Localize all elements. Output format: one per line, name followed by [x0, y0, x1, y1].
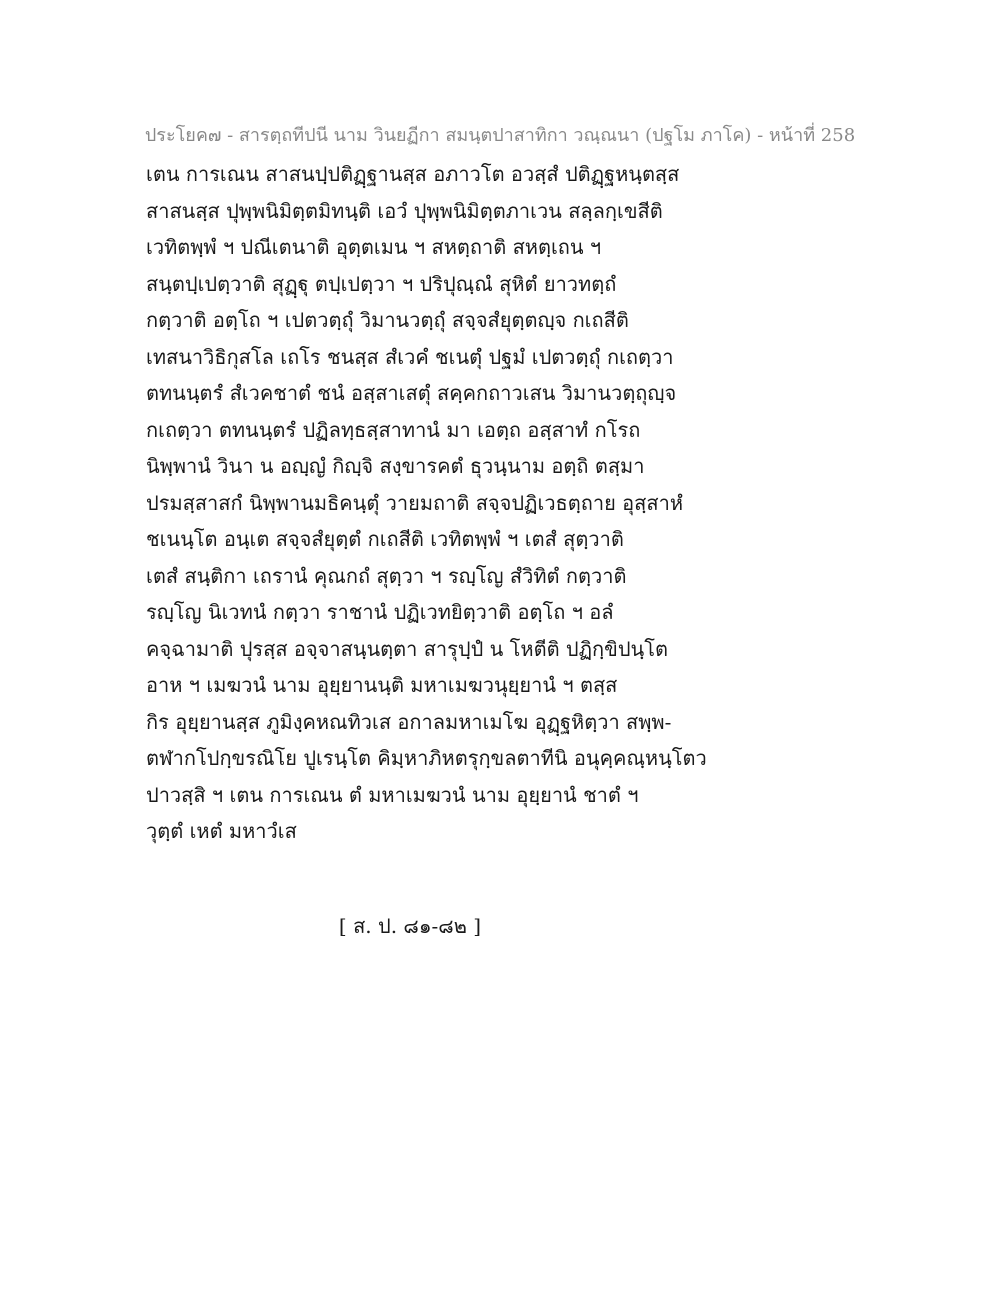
text-line: ตฬากโปกฺขรณิโย ปูเรนฺโต คิมฺหาภิหตรุกฺขลตาทีนิ อนุคฺคณฺหนฺโตว: [146, 746, 707, 770]
text-line: อาห ฯ เมฆวนํ นาม อุยฺยานนฺติ มหาเมฆวนุยฺยานํ ฯ ตสฺส: [146, 673, 618, 697]
citation: [ ส. ป. ๘๑-๘๒ ]: [338, 914, 482, 938]
text-line: รญฺโญ นิเวทนํ กตฺวา ราชานํ ปฏิเวทยิตฺวาติ อตฺโถ ฯ อลํ: [146, 600, 614, 624]
text-line: คจฺฉามาติ ปุรสฺส อจฺจาสนฺนตฺตา สารุปฺปํ น โหตีติ ปฏิกฺขิปนฺโต: [146, 636, 668, 661]
text-line: สนฺตปฺเปตฺวาติ สุฏฺฐุ ตปฺเปตฺวา ฯ ปริปุณฺณํ สุหิตํ ยาวทตฺถํ: [146, 271, 617, 296]
text-line: เตสํ สนฺติกา เถรานํ คุณกถํ สุตฺวา ฯ รญฺโญ สํวิทิตํ กตฺวาติ: [146, 563, 627, 588]
text-line: กิร อุยฺยานสฺส ภูมิงฺคหณทิวเส อกาลมหาเมโฆ อุฏฺฐหิตฺวา สพฺพ-: [146, 709, 672, 734]
text-line: วุตฺตํ เหตํ มหาวํเส: [146, 819, 297, 843]
text-line: ตทนนฺตรํ สํเวคชาตํ ชนํ อสฺสาเสตุํ สคฺคกถาวเสน วิมานวตฺถุญฺจ: [146, 381, 677, 405]
page-header: ประโยค๗ - สารตฺถทีปนี นาม วินยฏีกา สมนฺตปาสาทิกา วณฺณนา (ปฐโม ภาโค) - หน้าที่ 258: [144, 125, 856, 146]
text-line: นิพฺพานํ วินา น อญฺญํ กิญฺจิ สงฺขารคตํ ธุวนฺนาม อตฺถิ ตสฺมา: [146, 454, 645, 478]
text-line: เทสนาวิธิกุสโล เถโร ชนสฺส สํเวคํ ชเนตุํ ปฐมํ เปตวตฺถุํ กเถตฺวา: [146, 344, 674, 369]
text-line: เตน การเณน สาสนปฺปติฏฺฐานสฺส อภาวโต อวสฺสํ ปติฏฺฐหนฺตสฺส: [146, 162, 680, 186]
body-text: [146, 156, 866, 850]
text-line: เวทิตพฺพํ ฯ ปณีเตนาติ อุตฺตเมน ฯ สหตฺถาติ สหตฺเถน ฯ: [146, 235, 602, 259]
text-line: กตฺวาติ อตฺโถ ฯ เปตวตฺถุํ วิมานวตฺถุํ สจฺจสํยุตฺตญฺจ กเถสีติ: [146, 308, 629, 332]
text-line: สาสนสฺส ปุพฺพนิมิตฺตมิทนฺติ เอวํ ปุพฺพนิมิตฺตภาเวน สลฺลกฺเขสีติ: [146, 198, 663, 223]
text-line: กเถตฺวา ตทนนฺตรํ ปฏิลทฺธสฺสาทานํ มา เอตฺถ อสฺสาทํ กโรถ: [146, 417, 641, 442]
text-line: ปาวสฺสิ ฯ เตน การเณน ตํ มหาเมฆวนํ นาม อุยฺยานํ ชาตํ ฯ: [146, 782, 639, 807]
text-line: ชเนนฺโต อนฺเต สจฺจสํยุตฺตํ กเถสีติ เวทิตพฺพํ ฯ เตสํ สุตฺวาติ: [146, 527, 624, 551]
text-line: ปรมสฺสาสกํ นิพฺพานมธิคนฺตุํ วายมถาติ สจฺจปฏิเวธตฺถาย อุสฺสาหํ: [146, 490, 684, 515]
